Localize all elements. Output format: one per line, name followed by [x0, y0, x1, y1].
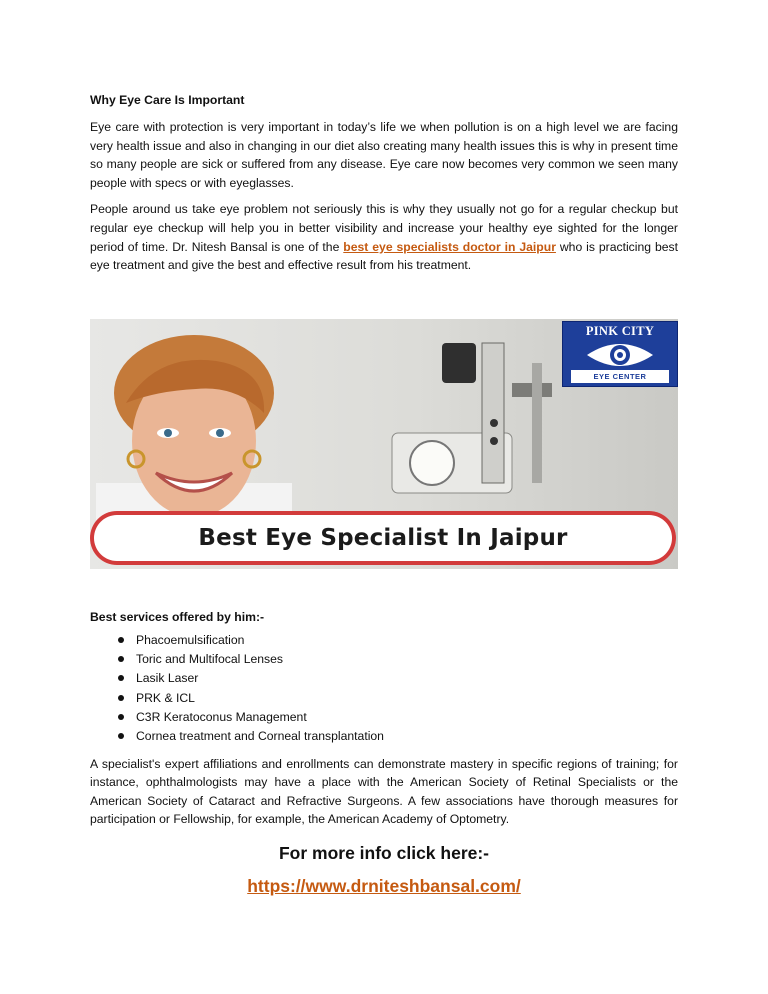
section-heading: Why Eye Care Is Important [90, 93, 245, 107]
affiliations-paragraph: A specialist's expert affiliations and enrollments can demonstrate mastery in specific regions of training; for instance, ophthalmologists may have a place with the American Society of Retinal Specialists or the American Society of Cataract and Refractive Surgeons. A few associations have thorough measures for participation or Fellowship, for example, the American Academy of Optometry. [90, 756, 678, 827]
bullet-icon [118, 733, 124, 739]
bullet-icon [118, 695, 124, 701]
pink-city-eye-center-logo [562, 321, 678, 387]
bullet-icon [118, 656, 124, 662]
hero-banner [90, 511, 676, 565]
checkup-text-start: People around us take eye problem not seriously this is why they usually not go for a regular checkup but regular eye checkup will help you in better visibility and increase your healthy eye sighted for the longer period of time. Dr. Nitesh Bansal is one of the [90, 202, 678, 254]
specialist-doctor-link[interactable]: best eye specialists doctor in Jaipur [343, 239, 556, 254]
eye-icon [585, 339, 655, 371]
services-list [90, 631, 678, 747]
list-item: Toric and Multifocal Lenses [90, 650, 678, 669]
list-item: PRK & ICL [90, 689, 678, 708]
checkup-paragraph [90, 200, 678, 274]
list-item: C3R Keratoconus Management [90, 708, 678, 727]
website-link[interactable]: https://www.drniteshbansal.com/ [247, 875, 521, 896]
slit-lamp-icon [362, 323, 562, 513]
services-heading: Best services offered by him:- [90, 609, 265, 624]
bullet-icon [118, 637, 124, 643]
list-item: Lasik Laser [90, 669, 678, 688]
checkup-text-end: who is practicing best eye treatment and give the best and effective result from his treatment. [90, 239, 678, 273]
document-page [90, 92, 678, 897]
hero-image [90, 319, 678, 569]
bullet-icon [118, 714, 124, 720]
hero-banner-text: Best Eye Specialist In Jaipur [198, 524, 568, 551]
more-info-heading: For more info click here:- [278, 842, 490, 863]
logo-title: PINK CITY [585, 323, 655, 338]
list-item: Cornea treatment and Corneal transplantation [90, 727, 678, 746]
bullet-icon [118, 675, 124, 681]
logo-subtitle: EYE CENTER [571, 370, 669, 383]
intro-paragraph: Eye care with protection is very important in today’s life we when pollution is on a high level we are facing very health issue and also in changing in our diet also creating many health issues this is why in present time so many people are sick or suffered from any disease. Eye care now becomes very common we seen many people with specs or with eyeglasses. [90, 120, 678, 190]
list-item: Phacoemulsification [90, 631, 678, 650]
